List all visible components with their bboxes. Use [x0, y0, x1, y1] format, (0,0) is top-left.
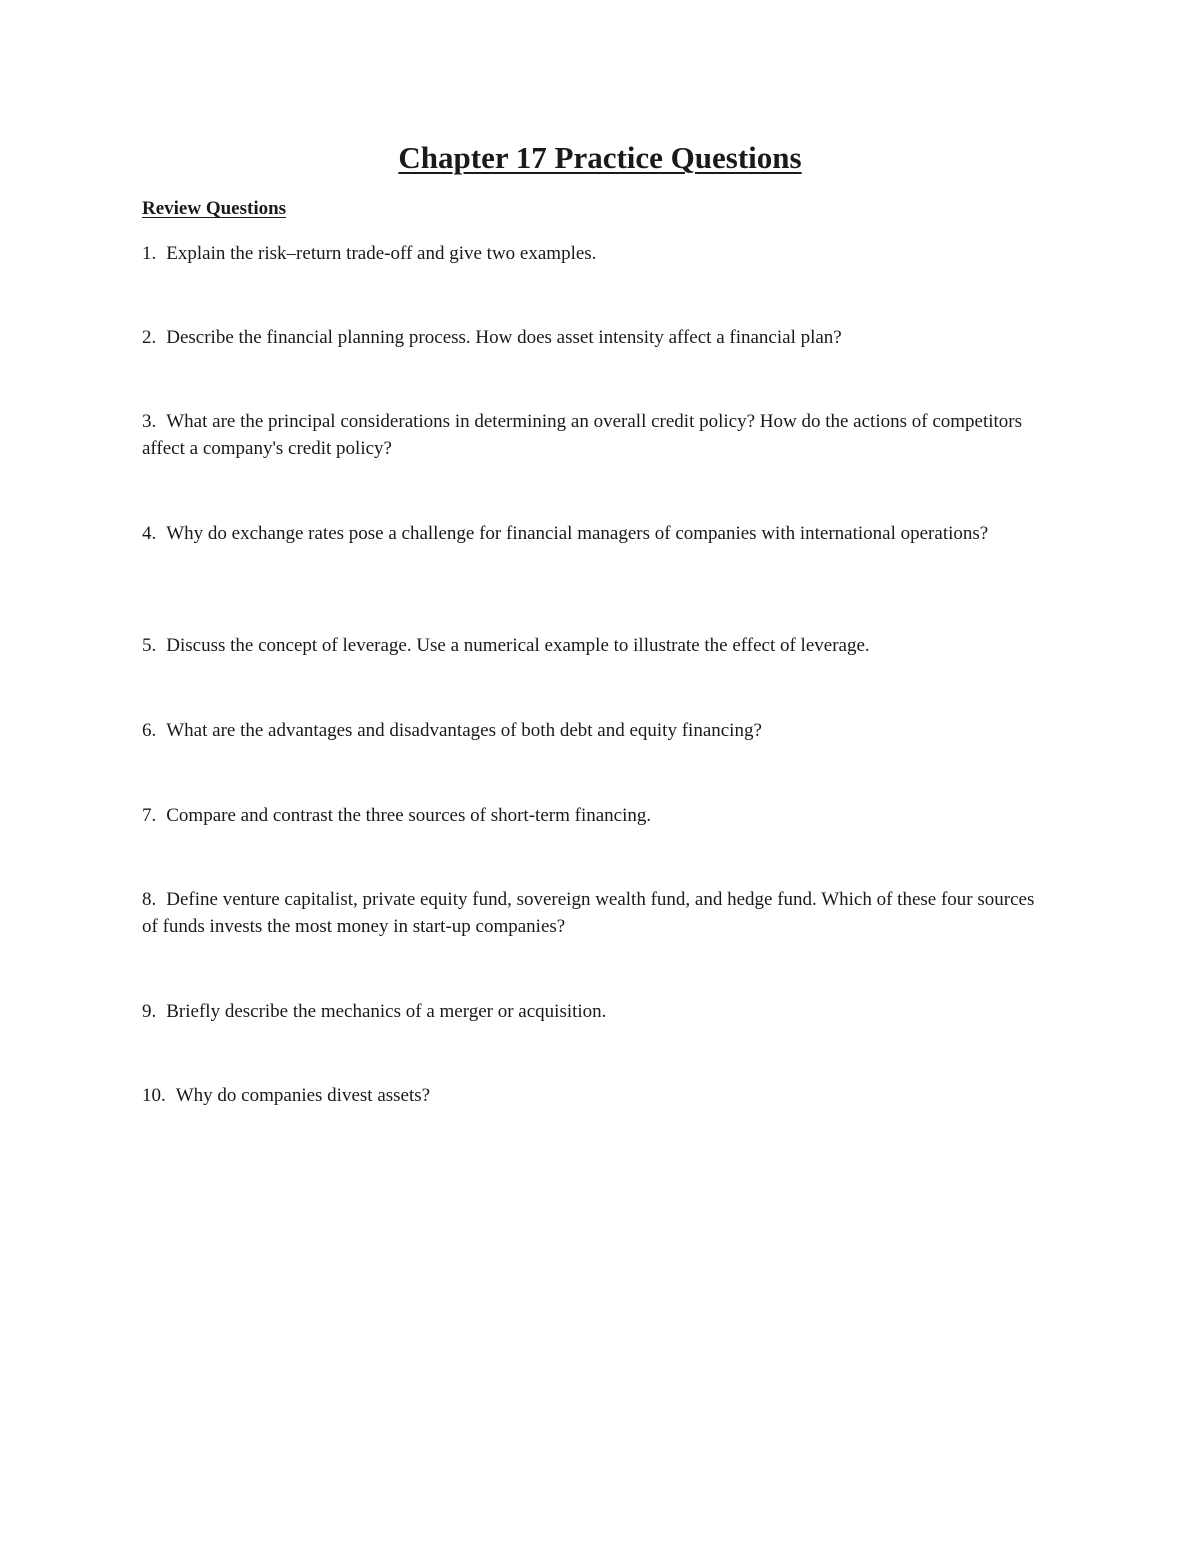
- question-text: Define venture capitalist, private equity fund, sovereign wealth fund, and hedge fund. Which of these four sources of funds invests the most money in start-up companies?: [142, 889, 1035, 937]
- question-number: 9.: [142, 1001, 157, 1022]
- question-8: [142, 886, 1047, 940]
- question-6: [142, 717, 1047, 744]
- question-number: 1.: [142, 243, 157, 264]
- question-text: What are the advantages and disadvantages of both debt and equity financing?: [166, 720, 762, 741]
- question-number: 2.: [142, 327, 157, 348]
- question-number: 7.: [142, 805, 157, 826]
- question-text: Discuss the concept of leverage. Use a numerical example to illustrate the effect of leverage.: [166, 635, 870, 656]
- question-5: [142, 632, 1047, 659]
- question-10: [142, 1082, 1047, 1109]
- question-text: Why do exchange rates pose a challenge for financial managers of companies with international operations?: [166, 523, 989, 544]
- question-9: [142, 998, 1047, 1025]
- question-7: [142, 802, 1047, 829]
- question-text: Compare and contrast the three sources of short-term financing.: [166, 805, 652, 826]
- page-title: Chapter 17 Practice Questions: [398, 140, 802, 175]
- question-number: 3.: [142, 411, 157, 432]
- question-1: [142, 240, 1047, 267]
- question-3: [142, 408, 1047, 462]
- question-text: Explain the risk–return trade-off and give two examples.: [166, 243, 597, 264]
- question-text: What are the principal considerations in determining an overall credit policy? How do the actions of competitors affect a company's credit policy?: [142, 411, 1023, 459]
- question-number: 6.: [142, 720, 157, 741]
- question-4: [142, 520, 1047, 547]
- question-2: [142, 324, 1047, 351]
- question-number: 4.: [142, 523, 157, 544]
- question-number: 10.: [142, 1085, 166, 1106]
- question-text: Why do companies divest assets?: [175, 1085, 431, 1106]
- question-text: Describe the financial planning process. How does asset intensity affect a financial plan?: [166, 327, 842, 348]
- question-text: Briefly describe the mechanics of a merger or acquisition.: [166, 1001, 607, 1022]
- question-number: 8.: [142, 889, 157, 910]
- section-heading: Review Questions: [142, 198, 287, 219]
- question-number: 5.: [142, 635, 157, 656]
